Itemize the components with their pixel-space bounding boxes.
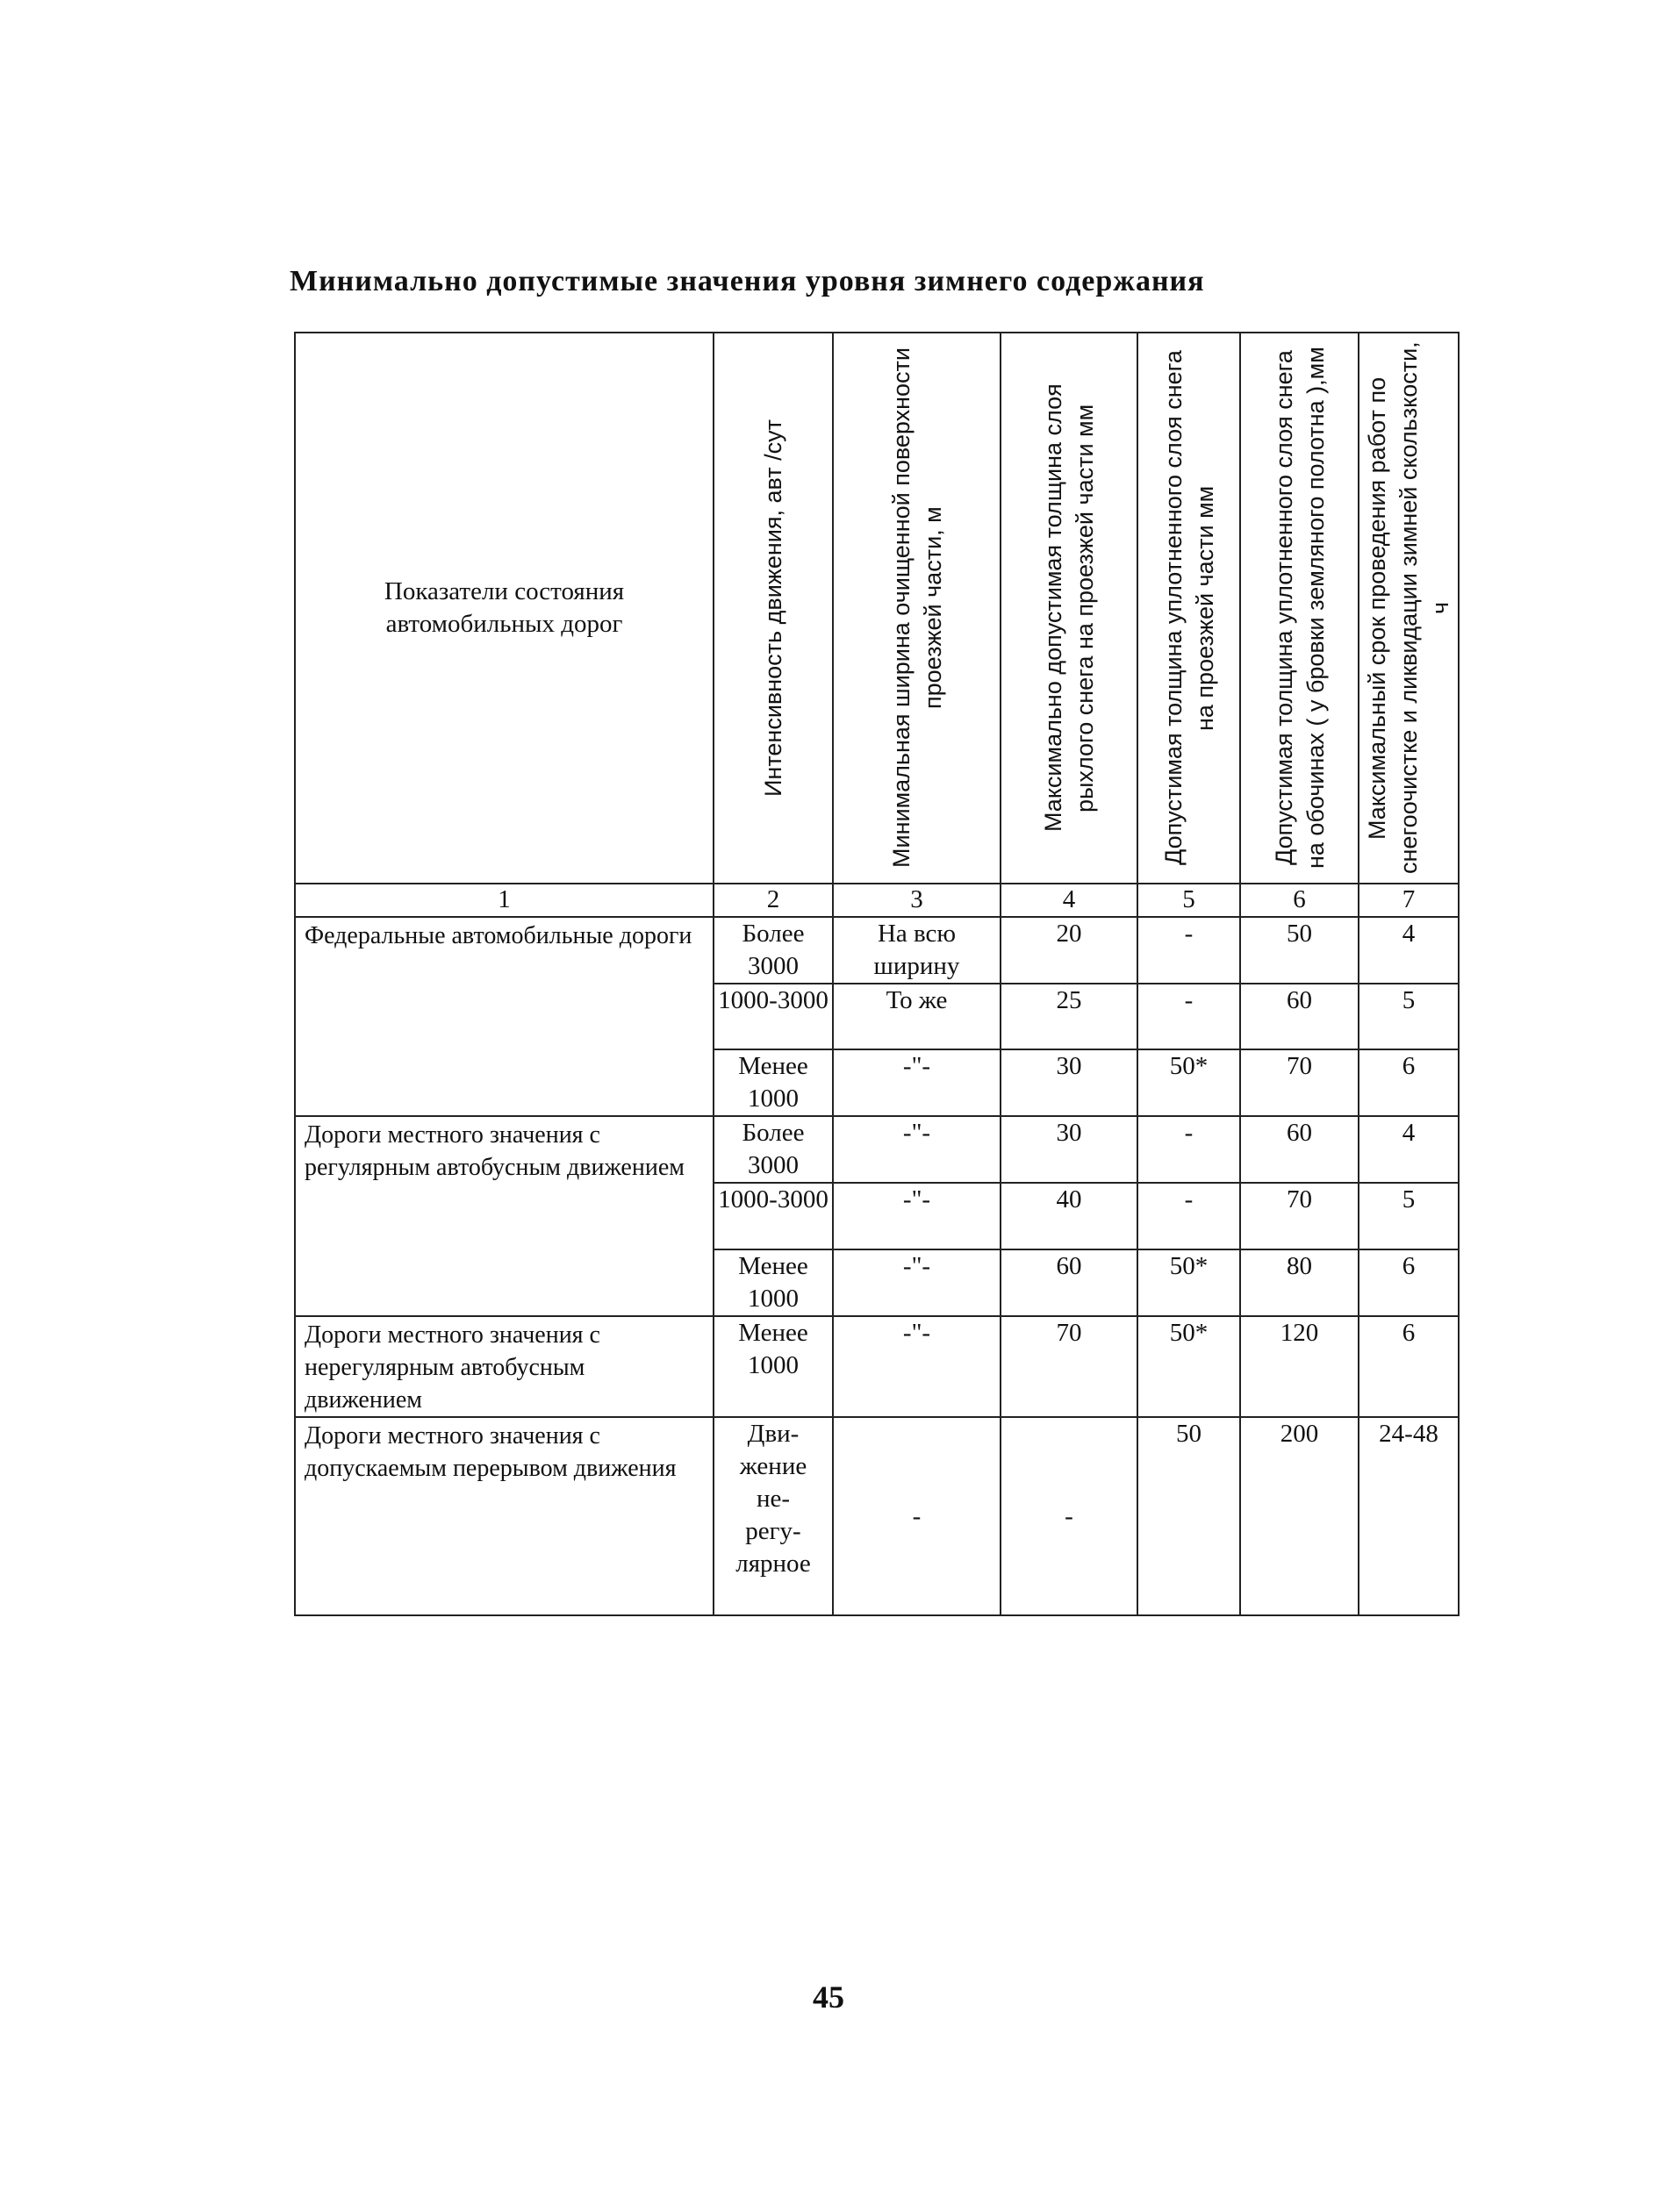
cell-loose-snow: - <box>1001 1417 1137 1615</box>
cell-clear-width: На всю ширину <box>833 917 1001 984</box>
cell-max-time: 6 <box>1359 1049 1459 1116</box>
cell-packed-road: 50* <box>1137 1049 1240 1116</box>
cell-packed-shoulder: 200 <box>1240 1417 1359 1615</box>
row-category: Дороги местного значения с нерегулярным автобусным движением <box>295 1316 714 1417</box>
column-number-row <box>295 884 1459 917</box>
cell-clear-width: -"- <box>833 1116 1001 1183</box>
column-number: 4 <box>1001 884 1137 917</box>
header-packed-shoulder-text: Допустимая толщина уплотненного слоя снега на обочинах ( у бровки земляного полотна ),мм <box>1270 347 1329 870</box>
column-number: 5 <box>1137 884 1240 917</box>
row-category: Федеральные автомобильные дороги <box>295 917 714 1116</box>
header-intensity-text: Интенсивность движения, авт /сут <box>760 419 786 797</box>
cell-max-time: 4 <box>1359 917 1459 984</box>
cell-clear-width: -"- <box>833 1249 1001 1316</box>
cell-packed-road: - <box>1137 1183 1240 1249</box>
header-packed-road-text: Допустимая толщина уплотненного слоя снега на проезжей части мм <box>1159 350 1218 866</box>
cell-clear-width: -"- <box>833 1183 1001 1249</box>
header-row <box>295 333 1459 884</box>
cell-clear-width: -"- <box>833 1049 1001 1116</box>
cell-loose-snow: 70 <box>1001 1316 1137 1417</box>
cell-intensity: Дви- жение не- регу- лярное <box>714 1417 833 1615</box>
cell-intensity: Менее 1000 <box>714 1316 833 1417</box>
column-number: 7 <box>1359 884 1459 917</box>
cell-packed-road: 50* <box>1137 1316 1240 1417</box>
cell-packed-shoulder: 60 <box>1240 984 1359 1049</box>
table-row <box>295 1316 1459 1417</box>
table-row <box>295 917 1459 984</box>
cell-packed-shoulder: 50 <box>1240 917 1359 984</box>
header-indicators: Показатели состояния автомобильных дорог <box>295 333 714 884</box>
header-packed-road <box>1137 333 1240 884</box>
cell-packed-shoulder: 70 <box>1240 1049 1359 1116</box>
cell-packed-road: 50 <box>1137 1417 1240 1615</box>
header-max-time <box>1359 333 1459 884</box>
cell-max-time: 24-48 <box>1359 1417 1459 1615</box>
cell-loose-snow: 40 <box>1001 1183 1137 1249</box>
column-number: 6 <box>1240 884 1359 917</box>
cell-clear-width: -"- <box>833 1316 1001 1417</box>
cell-packed-shoulder: 70 <box>1240 1183 1359 1249</box>
header-max-time-text: Максимальный срок проведения работ по снегоочистке и ликвидации зимней скользкости, ч <box>1364 341 1453 875</box>
cell-max-time: 4 <box>1359 1116 1459 1183</box>
cell-intensity: Менее 1000 <box>714 1049 833 1116</box>
header-clear-width <box>833 333 1001 884</box>
page-number: 45 <box>813 1979 844 2015</box>
header-loose-snow-text: Максимально допустимая толщина слоя рыхлого снега на проезжей части мм <box>1040 383 1098 833</box>
column-number: 1 <box>295 884 714 917</box>
cell-packed-road: - <box>1137 1116 1240 1183</box>
column-number: 2 <box>714 884 833 917</box>
cell-max-time: 6 <box>1359 1316 1459 1417</box>
cell-intensity: 1000-3000 <box>714 984 833 1049</box>
header-packed-shoulder <box>1240 333 1359 884</box>
cell-max-time: 5 <box>1359 984 1459 1049</box>
column-number: 3 <box>833 884 1001 917</box>
cell-max-time: 5 <box>1359 1183 1459 1249</box>
table-row <box>295 1116 1459 1183</box>
cell-intensity: Более 3000 <box>714 917 833 984</box>
table-row <box>295 1417 1459 1615</box>
header-loose-snow <box>1001 333 1137 884</box>
header-clear-width-text: Минимальная ширина очищенной поверхности проезжей части, м <box>887 347 946 869</box>
row-category: Дороги местного значения с регулярным автобусным движением <box>295 1116 714 1316</box>
cell-packed-shoulder: 120 <box>1240 1316 1359 1417</box>
cell-max-time: 6 <box>1359 1249 1459 1316</box>
cell-intensity: 1000-3000 <box>714 1183 833 1249</box>
cell-intensity: Менее 1000 <box>714 1249 833 1316</box>
cell-loose-snow: 20 <box>1001 917 1137 984</box>
cell-loose-snow: 60 <box>1001 1249 1137 1316</box>
cell-packed-road: - <box>1137 984 1240 1049</box>
header-intensity <box>714 333 833 884</box>
winter-maintenance-table <box>294 332 1460 1616</box>
cell-packed-shoulder: 60 <box>1240 1116 1359 1183</box>
cell-clear-width: - <box>833 1417 1001 1615</box>
cell-intensity: Более 3000 <box>714 1116 833 1183</box>
table-title: Минимально допустимые значения уровня зимнего содержания <box>290 265 1205 297</box>
cell-loose-snow: 30 <box>1001 1116 1137 1183</box>
row-category: Дороги местного значения с допускаемым перерывом движения <box>295 1417 714 1615</box>
cell-loose-snow: 30 <box>1001 1049 1137 1116</box>
cell-packed-shoulder: 80 <box>1240 1249 1359 1316</box>
cell-clear-width: То же <box>833 984 1001 1049</box>
cell-packed-road: 50* <box>1137 1249 1240 1316</box>
cell-packed-road: - <box>1137 917 1240 984</box>
cell-loose-snow: 25 <box>1001 984 1137 1049</box>
